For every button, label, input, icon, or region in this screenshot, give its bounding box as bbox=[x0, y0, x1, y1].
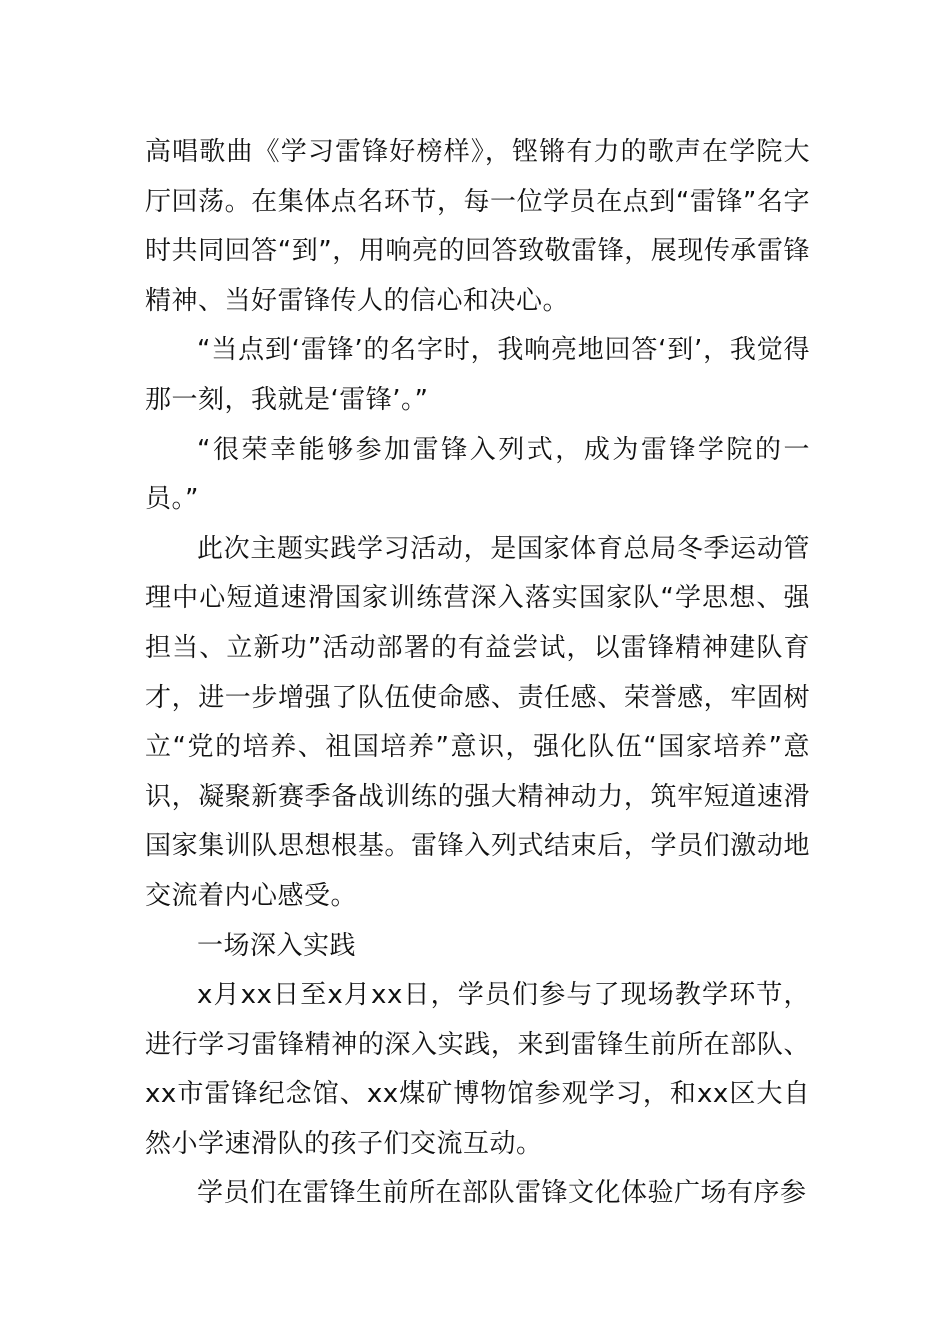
paragraph-7: 学员们在雷锋生前所在部队雷锋文化体验广场有序参 bbox=[197, 1178, 807, 1209]
section-heading: 一场深入实践 bbox=[197, 930, 357, 961]
paragraph-3-quote: “很荣幸能够参加雷锋入列式，成为雷锋学院的一员。” bbox=[145, 434, 810, 515]
paragraph-6: x月xx日至x月xx日，学员们参与了现场教学环节，进行学习雷锋精神的深入实践，来到雷锋生前所在部队、xx市雷锋纪念馆、xx煤矿博物馆参观学习，和xx区大自然小学速滑队的孩子们交流互动。 bbox=[145, 980, 810, 1159]
document-body bbox=[145, 128, 810, 1219]
paragraph-4: 此次主题实践学习活动，是国家体育总局冬季运动管理中心短道速滑国家训练营深入落实国家队“学思想、强担当、立新功”活动部署的有益尝试，以雷锋精神建队育才，进一步增强了队伍使命感、责任感、荣誉感，牢固树立“党的培养、祖国培养”意识，强化队伍“国家培养”意识，凝聚新赛季备战训练的强大精神动力，筑牢短道速滑国家集训队思想根基。雷锋入列式结束后，学员们激动地交流着内心感受。 bbox=[145, 533, 810, 911]
paragraph-1: 高唱歌曲《学习雷锋好榜样》，铿锵有力的歌声在学院大厅回荡。在集体点名环节，每一位学员在点到“雷锋”名字时共同回答“到”，用响亮的回答致敬雷锋，展现传承雷锋精神、当好雷锋传人的信心和决心。 bbox=[145, 137, 810, 316]
paragraph-2-quote: “当点到‘雷锋’的名字时，我响亮地回答‘到’，我觉得那一刻，我就是‘雷锋’。” bbox=[145, 335, 810, 415]
